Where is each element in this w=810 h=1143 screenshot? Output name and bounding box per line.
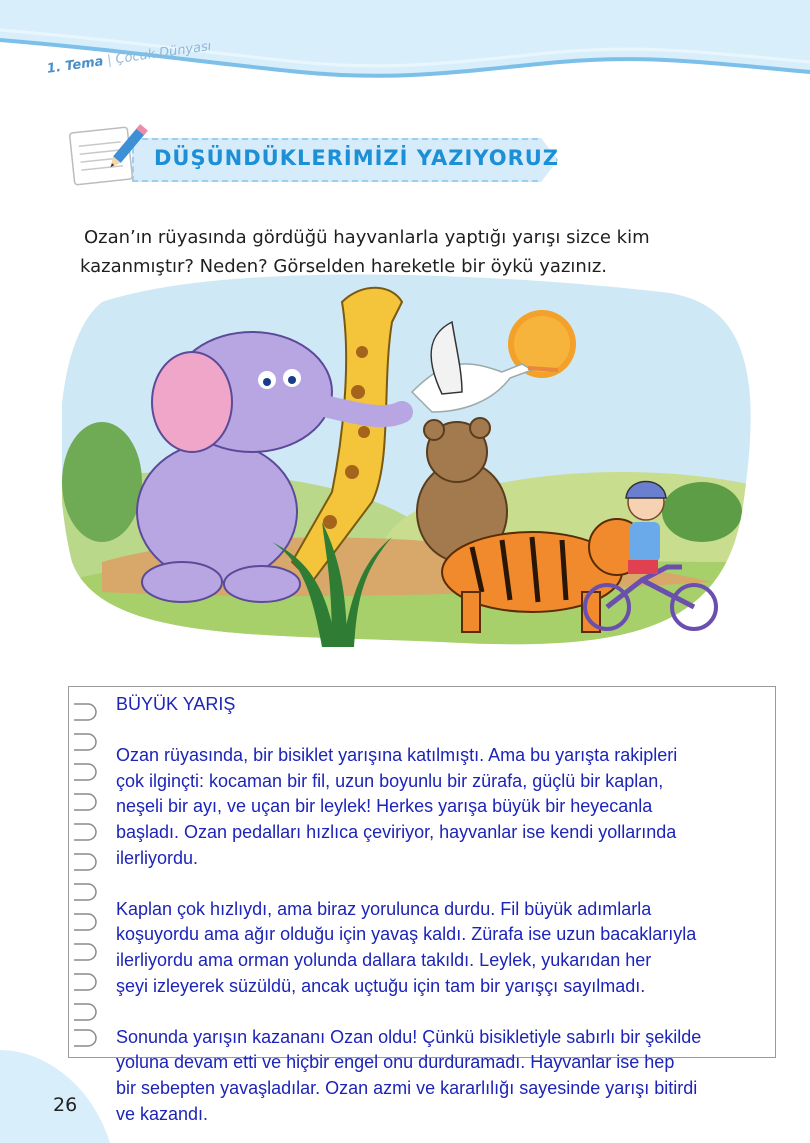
story-line: şeyi izleyerek süzüldü, ancak uçtuğu için tam bir yarışçı sayılmadı. [116, 975, 646, 996]
story-text [116, 692, 766, 1127]
section-heading [62, 118, 568, 192]
spiral-binding [66, 690, 106, 1050]
story-line: bir sebepten yavaşladılar. Ozan azmi ve kararlılığı sayesinde yarışı bitirdi [116, 1077, 698, 1098]
notepad-pencil-icon [62, 118, 150, 192]
story-line: başladı. Ozan pedalları hızlıca çeviriyor, hayvanlar ise kendi yollarında [116, 821, 677, 842]
story-title: BÜYÜK YARIŞ [116, 694, 236, 714]
race-illustration [62, 262, 752, 647]
story-line: ilerliyordu. [116, 847, 199, 868]
story-line: yoluna devam etti ve hiçbir engel onu durduramadı. Hayvanlar ise hep [116, 1052, 675, 1073]
instruction-text: Ozan’ın rüyasında gördüğü hayvanlarla yaptığı yarışı sizce kim kazanmıştır? Neden? Görselden hareketle bir öykü yazınız. [80, 227, 650, 277]
corner-decoration [0, 1040, 130, 1143]
story-line: Ozan rüyasında, bir bisiklet yarışına katılmıştı. Ama bu yarışta rakipleri [116, 745, 678, 766]
story-line: koşuyordu ama ağır olduğu için yavaş kaldı. Zürafa ise uzun bacaklarıyla [116, 924, 697, 945]
story-line: ve kazandı. [116, 1103, 209, 1124]
section-title: DÜŞÜNDÜKLERİMİZİ YAZIYORUZ [154, 146, 560, 170]
story-line: çok ilginçti: kocaman bir fil, uzun boyunlu bir zürafa, güçlü bir kaplan, [116, 770, 664, 791]
story-line: Sonunda yarışın kazananı Ozan oldu! Çünkü bisikletiyle sabırlı bir şekilde [116, 1026, 702, 1047]
theme-number: 1. Tema [46, 54, 105, 77]
theme-name: Çocuk Dünyası [114, 38, 213, 68]
page-number: 26 [53, 1094, 78, 1116]
story-line: ilerliyordu ama orman yolunda dallara takıldı. Leylek, yukarıdan her [116, 949, 652, 970]
story-line: neşeli bir ayı, ve uçan bir leylek! Herkes yarışa büyük bir heyecanla [116, 796, 653, 817]
theme-separator: | [106, 52, 113, 69]
story-line: Kaplan çok hızlıydı, ama biraz yorulunca durdu. Fil büyük adımlarla [116, 898, 652, 919]
